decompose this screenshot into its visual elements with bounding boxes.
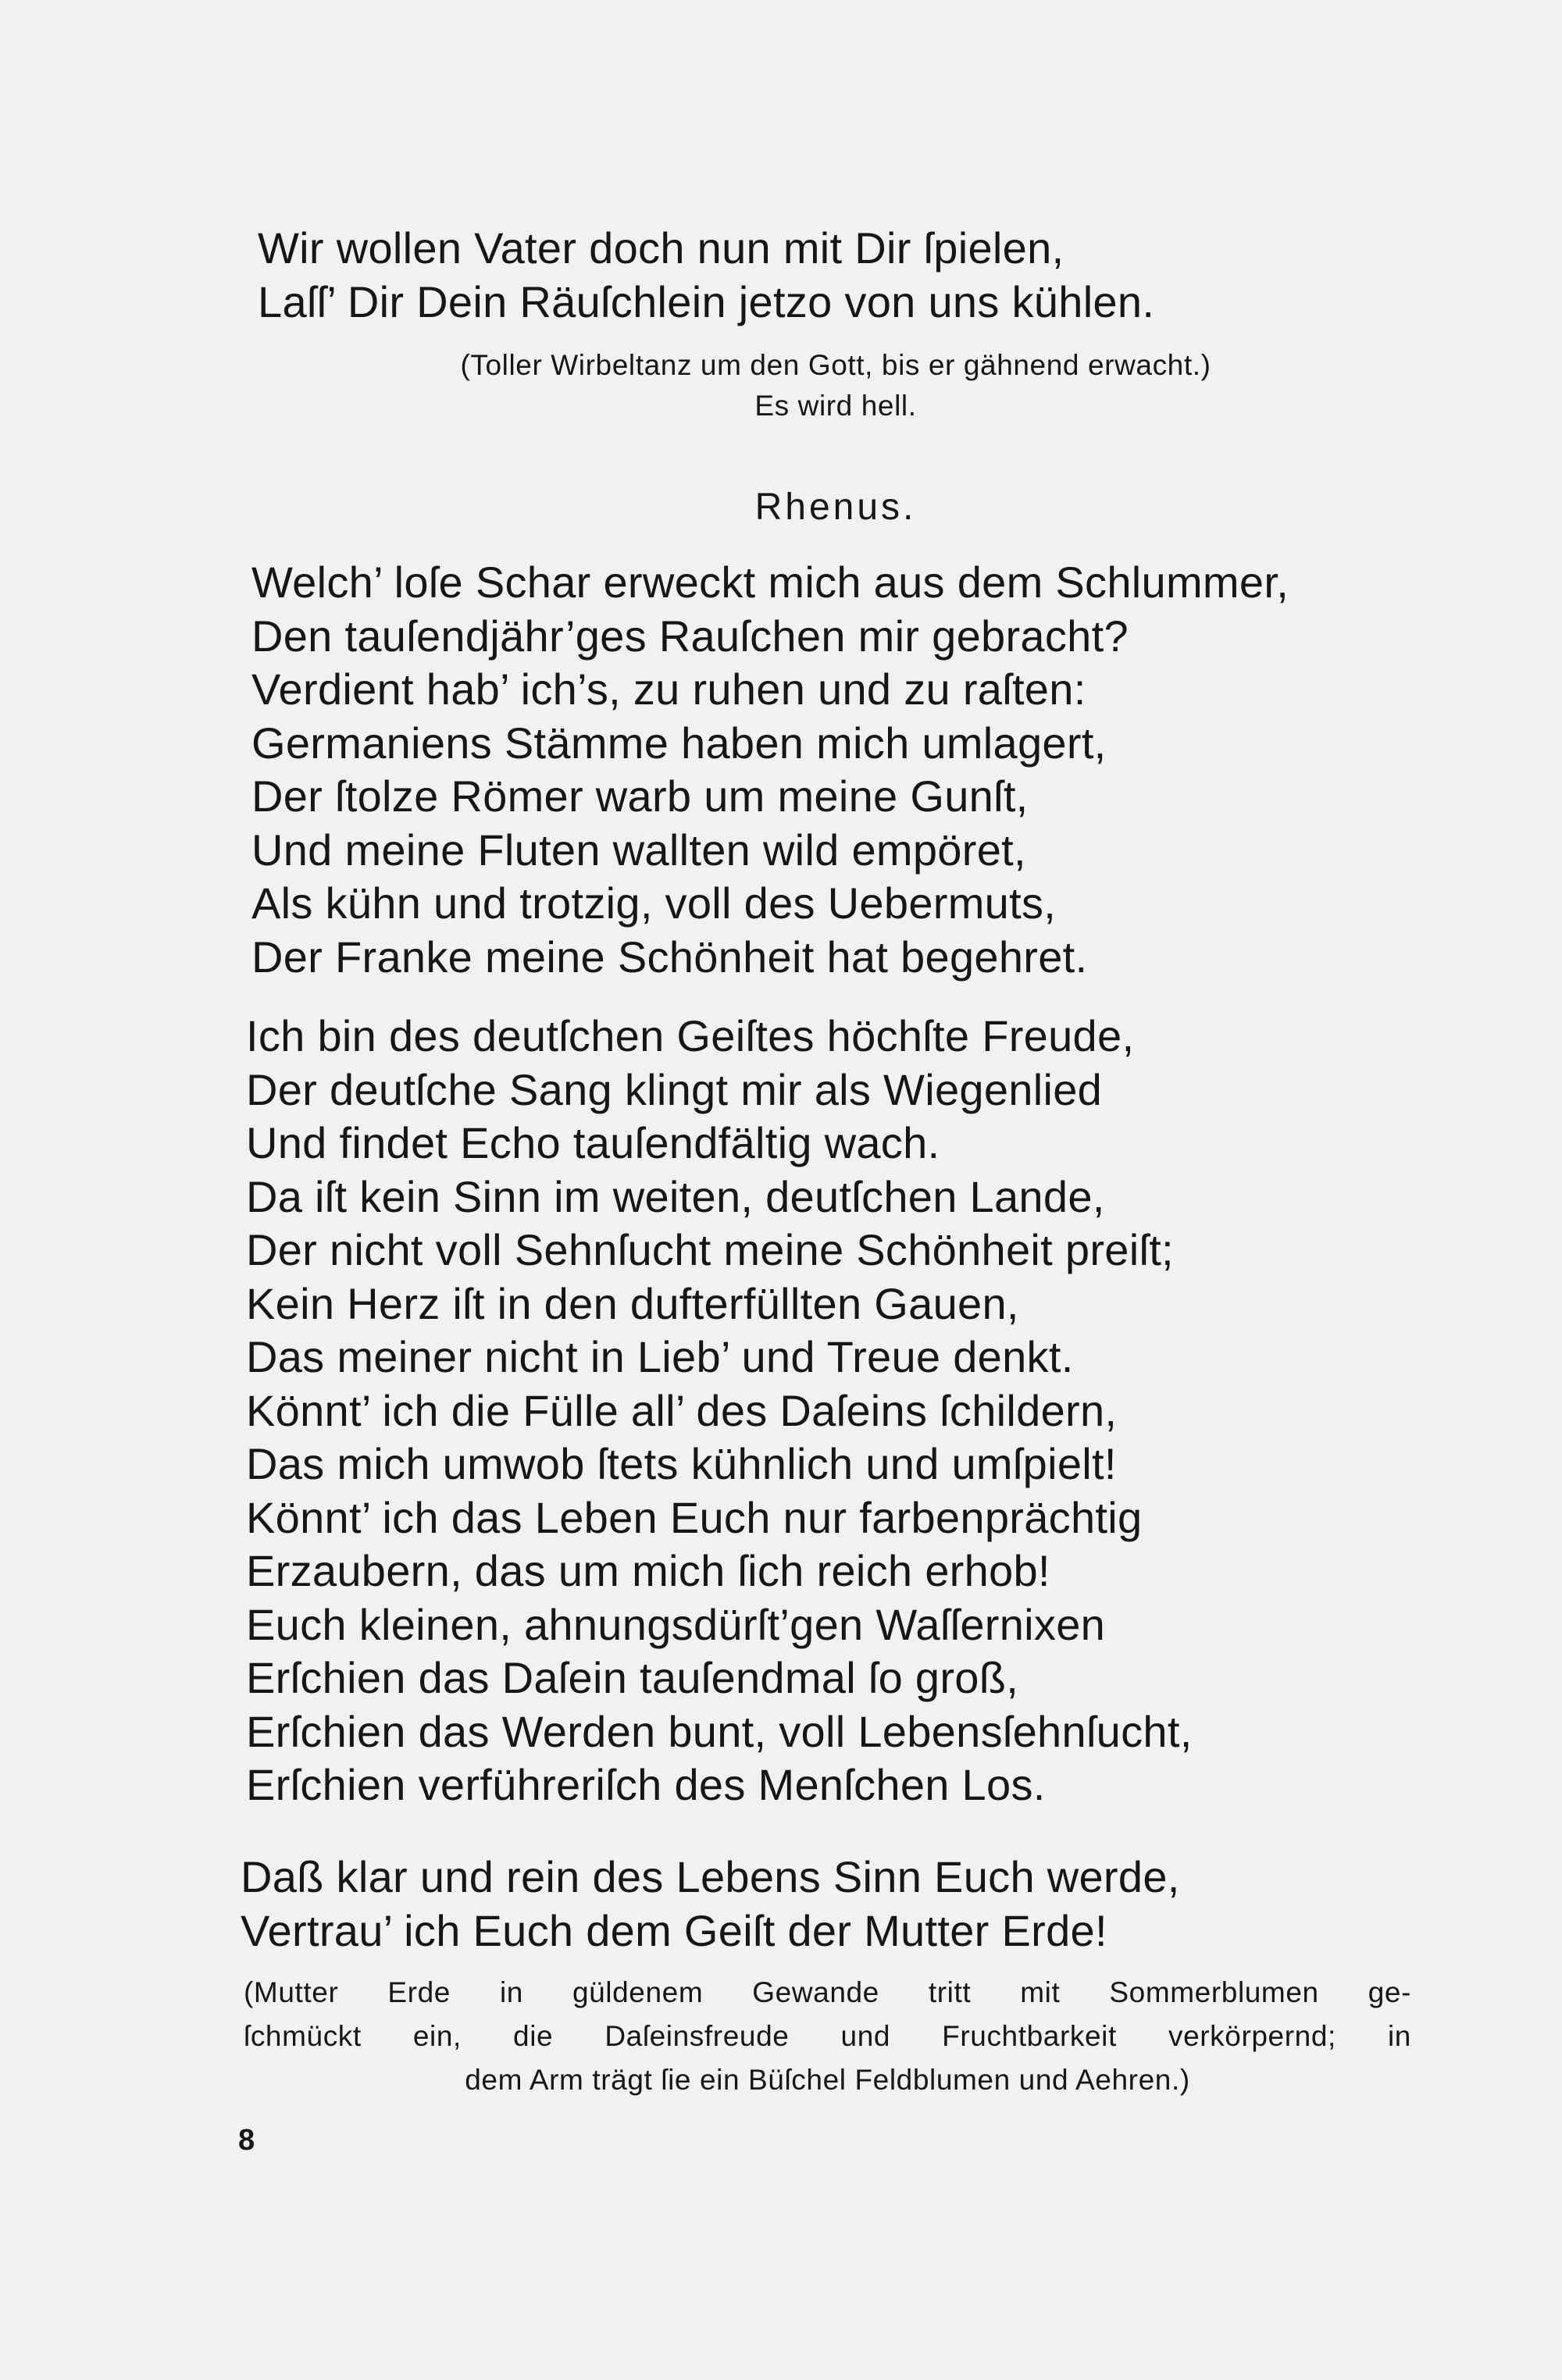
speaker-name: Rhenus. bbox=[754, 486, 917, 528]
verse-line: Erzaubern, das um mich ſich reich erhob! bbox=[246, 1546, 1050, 1595]
stage-direction-2 bbox=[0, 384, 1562, 428]
stage-direction-line: (Toller Wirbeltanz um den Gott, bis er gähnend erwacht.) bbox=[460, 349, 1211, 381]
stanza-3 bbox=[241, 1851, 1412, 1958]
verse-line: Als kühn und trotzig, voll des Uebermuts, bbox=[251, 878, 1057, 928]
stage-direction-1 bbox=[0, 344, 1562, 387]
verse-line: Und meine Fluten wallten wild empöret, bbox=[251, 825, 1026, 875]
stage-direction-line: Es wird hell. bbox=[754, 390, 917, 422]
verse-line: Germaniens Stämme haben mich umlagert, bbox=[251, 718, 1107, 768]
page-number: 8 bbox=[238, 2124, 255, 2157]
verse-line: Das mich umwob ſtets kühnlich und umſpielt! bbox=[246, 1439, 1117, 1488]
stanza-2 bbox=[246, 1010, 1418, 1812]
verse-line: Da iſt kein Sinn im weiten, deutſchen Lande, bbox=[246, 1171, 1105, 1221]
verse-line: Das meiner nicht in Lieb’ und Treue denkt. bbox=[246, 1332, 1074, 1381]
stage-direction-line: dem Arm trägt ſie ein Büſchel Feldblumen und Aehren.) bbox=[465, 2064, 1190, 2096]
verse-line: Erſchien das Daſein tauſendmal ſo groß, bbox=[246, 1653, 1019, 1702]
verse-line: Und findet Echo tauſendfältig wach. bbox=[246, 1118, 940, 1167]
verse-line: Euch kleinen, ahnungsdürſt’gen Waſſernixen bbox=[246, 1599, 1106, 1649]
stage-direction-block bbox=[244, 1971, 1411, 2102]
opening-couplet bbox=[258, 222, 1429, 329]
stage-direction-line: (Mutter Erde in güldenem Gewande tritt mit Sommerblumen ge- bbox=[244, 1976, 1411, 2008]
verse-line: Laſſ’ Dir Dein Räuſchlein jetzo von uns kühlen. bbox=[258, 276, 1155, 326]
speaker-heading bbox=[0, 484, 1562, 531]
stanza-1 bbox=[251, 556, 1423, 984]
verse-line: Ich bin des deutſchen Geiſtes höchſte Freude, bbox=[246, 1011, 1135, 1060]
verse-line: Vertrau’ ich Euch dem Geiſt der Mutter Erde! bbox=[241, 1905, 1107, 1955]
stage-direction-line: ſchmückt ein, die Daſeinsfreude und Fruchtbarkeit verkörpernd; in bbox=[244, 2020, 1411, 2052]
verse-line: Verdient hab’ ich’s, zu ruhen und zu raſten: bbox=[251, 664, 1086, 714]
verse-line: Der Franke meine Schönheit hat begehret. bbox=[251, 932, 1088, 982]
verse-line: Der ſtolze Römer warb um meine Gunſt, bbox=[251, 771, 1029, 821]
verse-line: Erſchien das Werden bunt, voll Lebensſehnſucht, bbox=[246, 1706, 1193, 1756]
verse-line: Könnt’ ich die Fülle all’ des Daſeins ſchildern, bbox=[246, 1385, 1118, 1435]
verse-line: Welch’ loſe Schar erweckt mich aus dem Schlummer, bbox=[251, 558, 1289, 607]
verse-line: Erſchien verführeriſch des Menſchen Los. bbox=[246, 1760, 1046, 1809]
verse-line: Den tauſendjähr’ges Rauſchen mir gebracht? bbox=[251, 611, 1129, 661]
verse-line: Könnt’ ich das Leben Euch nur farbenprächtig bbox=[246, 1492, 1143, 1542]
verse-line: Wir wollen Vater doch nun mit Dir ſpielen, bbox=[258, 223, 1065, 273]
verse-line: Kein Herz iſt in den dufterfüllten Gauen, bbox=[246, 1278, 1019, 1328]
verse-line: Daß klar und rein des Lebens Sinn Euch werde, bbox=[241, 1852, 1180, 1901]
verse-line: Der nicht voll Sehnſucht meine Schönheit preiſt; bbox=[246, 1225, 1174, 1274]
verse-line: Der deutſche Sang klingt mir als Wiegenlied bbox=[246, 1064, 1103, 1114]
